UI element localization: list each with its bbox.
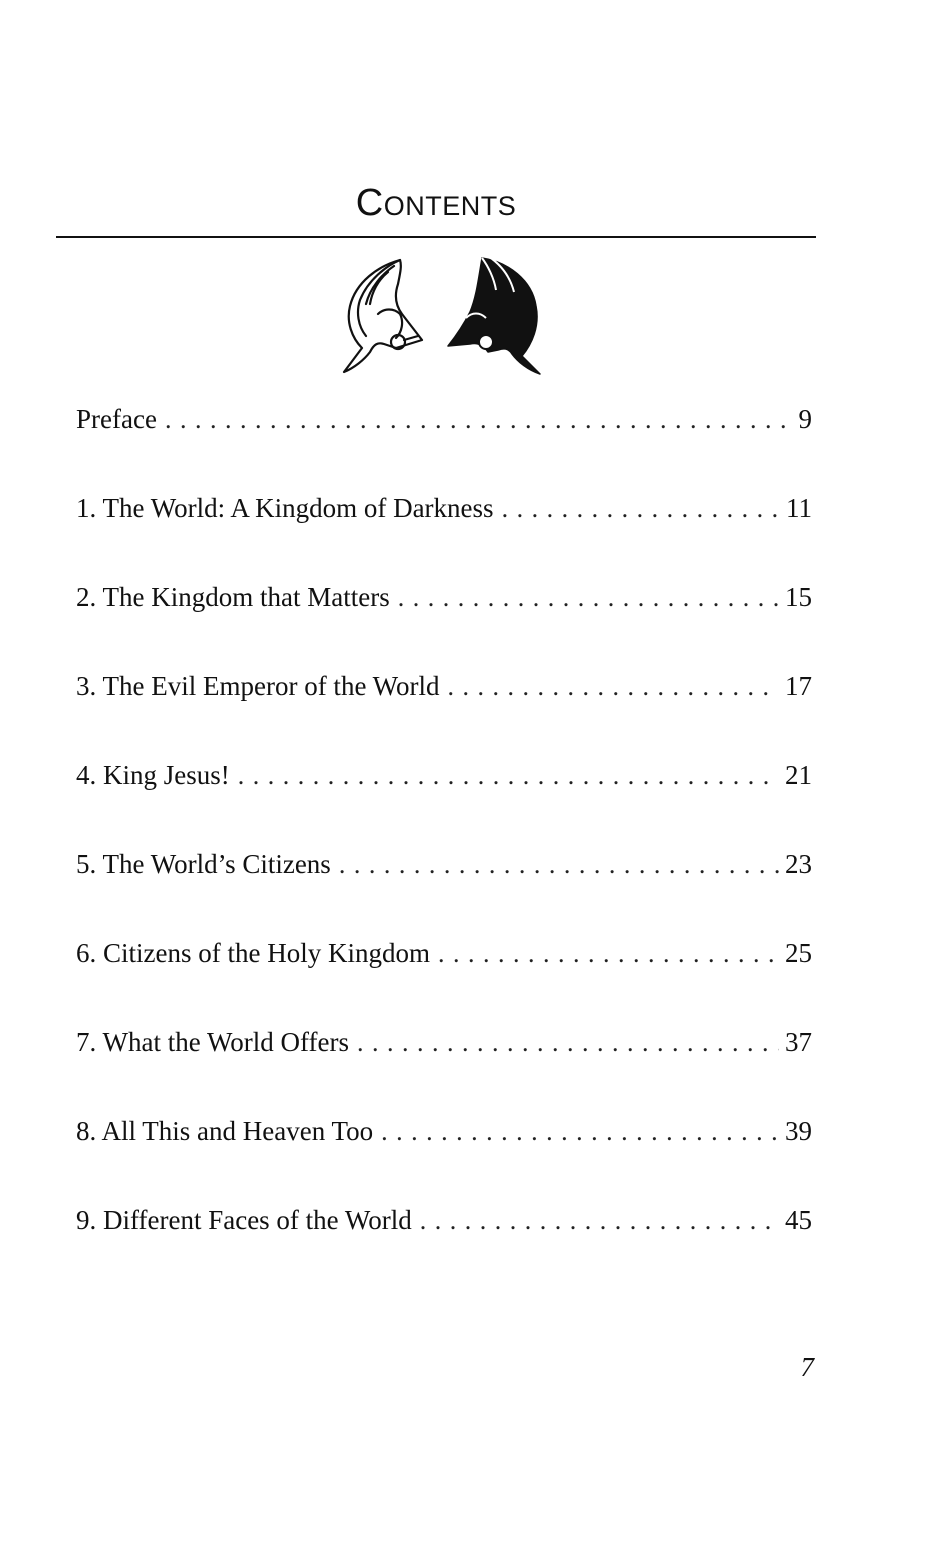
helmet-solid-icon xyxy=(448,256,540,374)
title-rule xyxy=(56,236,816,238)
toc-leader-dots xyxy=(420,1206,779,1236)
toc-entry-page: 39 xyxy=(785,1116,812,1146)
toc-leader-dots xyxy=(438,939,779,969)
toc-entry-page: 17 xyxy=(785,671,812,701)
toc-entry-page: 15 xyxy=(785,582,812,612)
page-number: 7 xyxy=(800,1352,814,1382)
toc-entry-label: 8. All This and Heaven Too xyxy=(76,1116,374,1146)
toc-entry-chapter-4[interactable] xyxy=(76,760,812,849)
toc-entry-page: 25 xyxy=(785,938,812,968)
toc-entry-label: 5. The World’s Citizens xyxy=(76,849,331,879)
toc-entry-label: 7. What the World Offers xyxy=(76,1027,350,1057)
toc-entry-chapter-6[interactable] xyxy=(76,938,812,1027)
page-title: Contents xyxy=(355,182,517,224)
table-of-contents xyxy=(76,404,812,1294)
toc-leader-dots xyxy=(381,1117,779,1147)
toc-entry-page: 9 xyxy=(798,404,812,434)
toc-entry-label: 9. Different Faces of the World xyxy=(76,1205,412,1235)
helmet-outline-icon xyxy=(344,260,422,372)
toc-entry-label: 3. The Evil Emperor of the World xyxy=(76,671,440,701)
toc-entry-page: 21 xyxy=(785,760,812,790)
toc-entry-label: 2. The Kingdom that Matters xyxy=(76,582,390,612)
toc-entry-label: 4. King Jesus! xyxy=(76,760,230,790)
roman-helmets-icon xyxy=(338,252,548,382)
toc-entry-preface[interactable] xyxy=(76,404,812,493)
toc-entry-page: 23 xyxy=(785,849,812,879)
toc-entry-chapter-8[interactable] xyxy=(76,1116,812,1205)
toc-entry-page: 11 xyxy=(786,493,812,523)
toc-entry-page: 45 xyxy=(785,1205,812,1235)
toc-entry-label: 1. The World: A Kingdom of Darkness xyxy=(76,493,494,523)
toc-entry-label: 6. Citizens of the Holy Kingdom xyxy=(76,938,430,968)
toc-entry-chapter-9[interactable] xyxy=(76,1205,812,1294)
toc-entry-page: 37 xyxy=(785,1027,812,1057)
toc-leader-dots xyxy=(357,1028,779,1058)
toc-leader-dots xyxy=(165,405,792,435)
toc-entry-label: Preface xyxy=(76,404,157,434)
toc-leader-dots xyxy=(502,494,780,524)
toc-leader-dots xyxy=(339,850,779,880)
toc-leader-dots xyxy=(398,583,779,613)
toc-entry-chapter-7[interactable] xyxy=(76,1027,812,1116)
toc-leader-dots xyxy=(448,672,780,702)
toc-entry-chapter-5[interactable] xyxy=(76,849,812,938)
toc-entry-chapter-3[interactable] xyxy=(76,671,812,760)
toc-entry-chapter-2[interactable] xyxy=(76,582,812,671)
toc-entry-chapter-1[interactable] xyxy=(76,493,812,582)
toc-leader-dots xyxy=(238,761,779,791)
